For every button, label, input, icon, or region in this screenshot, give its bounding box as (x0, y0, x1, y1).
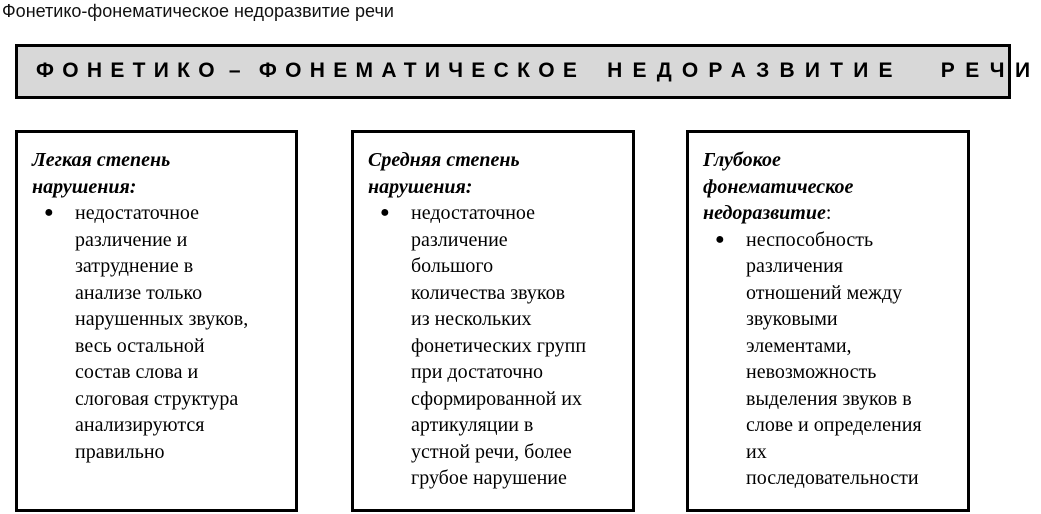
list-item (32, 200, 285, 465)
card-deep-underdevelopment (686, 130, 970, 512)
card-title (703, 147, 957, 227)
list-item-line: слоговая структура (75, 387, 239, 410)
list-item-line: выделения звуков в (746, 387, 912, 410)
list-item (703, 227, 957, 492)
list-item-line: невозможность (746, 361, 877, 383)
card-title-line: фонематическое (703, 175, 854, 198)
list-item-line: весь остальной (75, 334, 205, 357)
list-item-line: последовательности (746, 467, 919, 489)
card-title-suffix: : (825, 202, 832, 224)
banner-title-word: ФОНЕМАТИЧЕСКОЕ (258, 59, 586, 82)
banner-title-word: – (228, 59, 249, 82)
list-item-line: недостаточное (75, 202, 200, 224)
card-title-line (703, 200, 957, 227)
list-item-line: грубое нарушение (411, 467, 567, 489)
card-mild-degree (15, 130, 298, 512)
list-item-line: из нескольких (411, 308, 532, 330)
list-item-line: количества звуков (411, 281, 566, 304)
bullet-dot-icon: ● (715, 230, 725, 248)
list-item-text (411, 200, 622, 492)
bullet-list (32, 200, 285, 465)
banner-title-word: ФОНЕТИКО (36, 59, 223, 82)
list-item (368, 200, 622, 492)
list-item-line: состав слова и (75, 361, 199, 383)
list-item-text (75, 200, 285, 465)
bullet-list (368, 200, 622, 492)
list-item-line: различение и (75, 228, 188, 251)
card-title-line: Средняя степень (368, 149, 520, 171)
card-title-line: Легкая степень (32, 149, 171, 171)
list-item-line: недостаточное (411, 202, 536, 224)
title-banner (15, 44, 1041, 99)
banner-title (36, 59, 1041, 83)
list-item-line: их (746, 440, 767, 463)
list-item-line: артикуляции в (411, 414, 534, 436)
card-medium-degree (351, 130, 635, 512)
list-item-line: анализируются (75, 414, 205, 436)
card-title (32, 147, 285, 200)
list-item-line: элементами, (746, 334, 852, 357)
list-item-line: различение (411, 228, 508, 251)
card-title-line: нарушения: (368, 175, 473, 198)
card-title (368, 147, 622, 200)
list-item-line: слове и определения (746, 414, 922, 436)
list-item-line: различения (746, 255, 844, 277)
list-item-line: сформированной их (411, 387, 583, 410)
list-item-line: устной речи, более (411, 440, 572, 463)
card-title-line: нарушения: (32, 175, 137, 198)
bullet-dot-icon: ● (380, 204, 390, 221)
list-item-line: при достаточно (411, 361, 544, 383)
list-item-line: отношений между (746, 281, 903, 304)
list-item-line: фонетических групп (411, 334, 587, 357)
bullet-dot-icon: ● (44, 204, 54, 221)
bullet-list (703, 227, 957, 492)
card-title-text: недоразвитие (703, 202, 826, 224)
banner-title-word: РЕЧИ (940, 59, 1041, 82)
banner-title-word: НЕДОРАЗВИТИЕ (607, 59, 903, 82)
list-item-line: неспособность (746, 228, 874, 251)
list-item-text (746, 227, 957, 492)
list-item-line: звуковыми (746, 308, 838, 330)
page-caption: Фонетико-фонематическое недоразвитие речи (2, 1, 394, 21)
list-item-line: затруднение в (75, 255, 194, 277)
list-item-line: нарушенных звуков, (75, 308, 249, 330)
list-item-line: правильно (75, 440, 165, 463)
card-title-line: Глубокое (703, 149, 781, 171)
list-item-line: анализе только (75, 281, 203, 304)
list-item-line: большого (411, 255, 494, 277)
